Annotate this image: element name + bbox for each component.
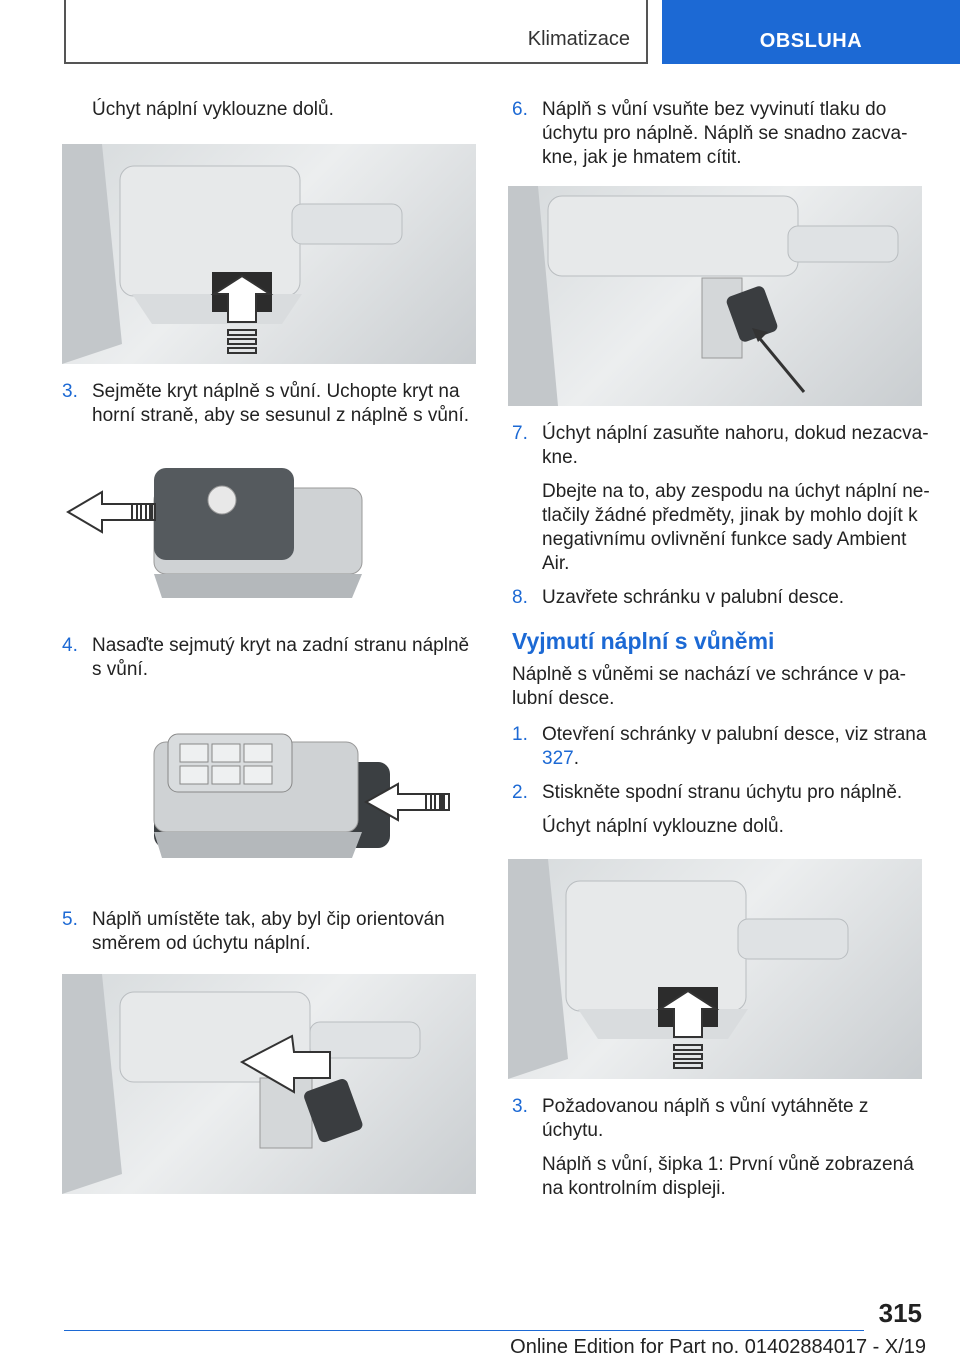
- step-number: 6.: [512, 99, 528, 120]
- step-text: Stiskněte spodní stranu úchytu pro náplně.: [542, 782, 903, 803]
- step-6-right: [512, 98, 932, 170]
- step-number: 5.: [62, 909, 78, 930]
- section-heading: Vyjmutí náplní s vůněmi: [512, 628, 775, 654]
- step-text: Uzavřete schránku v palubní desce.: [542, 587, 845, 608]
- figure-holder-slides-down: [62, 144, 476, 364]
- step-number: 7.: [512, 423, 528, 444]
- step-7-right: [512, 422, 932, 470]
- right-column: [512, 98, 932, 1211]
- page-number: 315: [878, 1298, 922, 1328]
- step-text: Sejměte kryt náplně s vůní. Uchopte kryt na horní straně, aby se sesunul z náplně s vůní.: [92, 381, 470, 426]
- step-text: Požadovanou náplň s vůní vytáhněte z úchytu.: [542, 1096, 869, 1141]
- step-4-left: [62, 634, 482, 682]
- intro-text: Úchyt náplní vyklouzne dolů.: [92, 99, 334, 120]
- figure-attach-cover: [62, 722, 476, 872]
- figure-insert-cartridge: [508, 186, 922, 406]
- step-3-left: [62, 380, 482, 428]
- header-tab[interactable]: [662, 0, 960, 64]
- page-link[interactable]: 327: [542, 748, 574, 769]
- step-number: 2.: [512, 782, 528, 803]
- step-text: Náplň s vůní vsuňte bez vyvinutí tlaku do úchytu pro náplně. Náplň se snadno zacvakne, jak je hmatem cítit.: [542, 99, 908, 168]
- step-2-right: [512, 781, 932, 805]
- note-step-3: Náplň s vůní, šipka 1: První vůně zobrazená na kontrolním displeji.: [542, 1154, 914, 1199]
- section-intro: Náplně s vůněmi se nachází ve schránce v palubní desce.: [512, 664, 906, 709]
- step-text: Otevření schránky v palubní desce, viz strana: [542, 724, 927, 745]
- note-step-7: Dbejte na to, aby zespodu na úchyt náplní netlačily žádné předměty, jinak by mohlo dojít k negativnímu ovlivnění funkce sady Ambient Air.: [542, 481, 930, 574]
- note-step-2: Úchyt náplní vyklouzne dolů.: [542, 816, 784, 837]
- step-1-right: [512, 723, 932, 771]
- step-8-right: [512, 586, 932, 610]
- step-text: Nasaďte sejmutý kryt na zadní stranu náplně s vůní.: [92, 635, 470, 680]
- step-number: 1.: [512, 724, 528, 745]
- step-text-end: .: [573, 748, 579, 769]
- step-text: Úchyt náplní zasuňte nahoru, dokud nezacvakne.: [542, 423, 929, 468]
- step-text: Náplň umístěte tak, aby byl čip orientován směrem od úchytu náplní.: [92, 909, 445, 954]
- header-tab-label: OBSLUHA: [759, 30, 863, 52]
- figure-holder-slides-down-2: [508, 859, 922, 1079]
- footer-edition: Online Edition for Part no. 01402884017 - X/19: [510, 1336, 926, 1358]
- header-section-title: Klimatizace: [527, 28, 630, 50]
- step-3-right: [512, 1095, 932, 1143]
- figure-place-cartridge: [62, 974, 476, 1194]
- step-number: 4.: [62, 635, 78, 656]
- step-number: 3.: [512, 1096, 528, 1117]
- step-number: 3.: [62, 381, 78, 402]
- footer-divider: [64, 1330, 864, 1331]
- figure-remove-cover: [62, 448, 476, 608]
- left-column: [62, 98, 482, 1194]
- step-number: 8.: [512, 587, 528, 608]
- step-5-left: [62, 908, 482, 956]
